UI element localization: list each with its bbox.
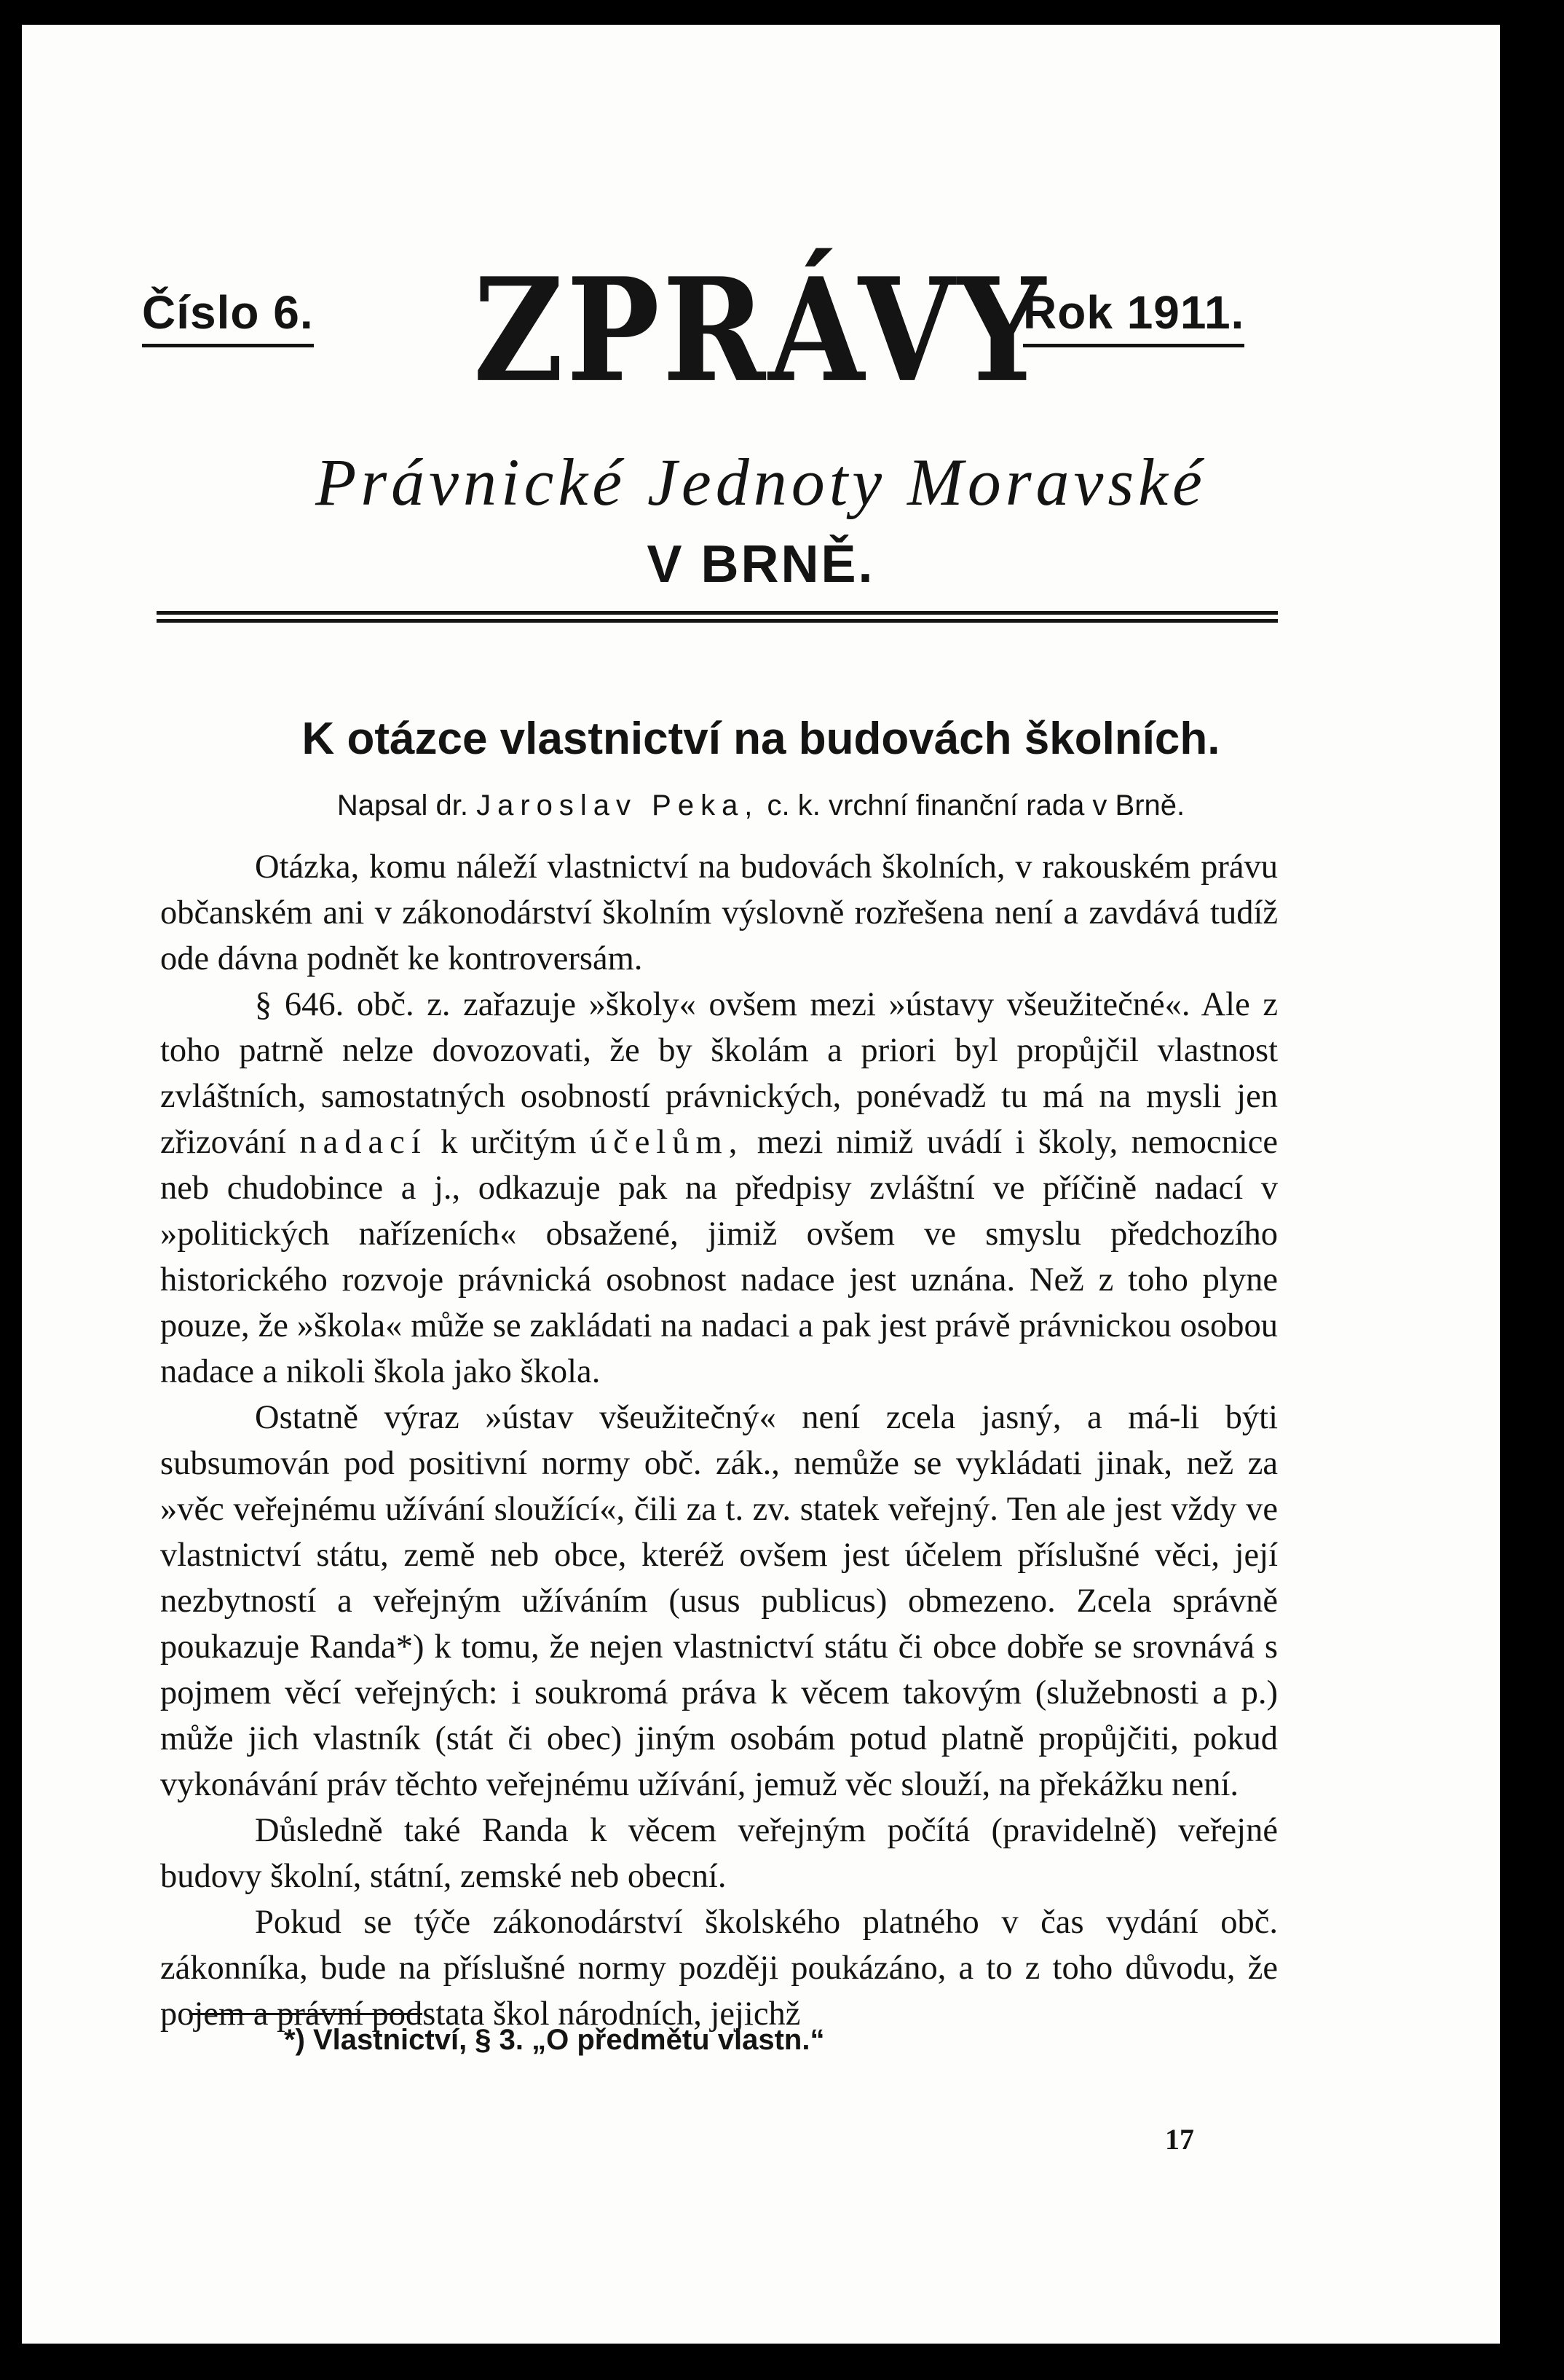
emphasis-nadaci: nadací bbox=[299, 1124, 427, 1161]
publication-year: Rok 1911. bbox=[1023, 285, 1244, 347]
byline-suffix: c. k. vrchní finanční rada v Brně. bbox=[767, 789, 1185, 821]
emphasis-ucelum: účelům, bbox=[589, 1124, 744, 1161]
page-number: 17 bbox=[1165, 2123, 1194, 2156]
document-page bbox=[22, 25, 1500, 2344]
issue-number: Číslo 6. bbox=[142, 285, 314, 347]
paragraph-2-part-a: § 646. obč. z. zařazuje »školy« ovšem mezi »ústavy všeužitečné«. Ale z toho patrně nelze dovozovati, že by školám a priori byl propůjčil vlastnost zvláštních, samostatných osobností právnických, ponévadž tu má na mysli jen zřizování bbox=[160, 986, 1278, 1161]
article-body bbox=[160, 844, 1278, 2037]
byline-author: Jaroslav Peka, bbox=[476, 789, 759, 821]
paragraph-2 bbox=[160, 982, 1278, 1395]
header-divider bbox=[157, 611, 1278, 623]
paragraph-2-part-c: mezi nimiž uvádí i školy, nemocnice neb chudobince a j., odkazuje pak na předpisy zvláštní ve příčině nadací v »politických nařízeních« obsažené, jimiž ovšem ve smyslu předchozího historického rozvoje právnická osobnost nadace jest uznána. Než z toho plyne pouze, že »škola« může se zakládati na nadaci a pak jest právě právnickou osobou nadace a nikoli škola jako škola. bbox=[160, 1124, 1279, 1390]
article-title: K otázce vlastnictví na budovách školních. bbox=[301, 714, 1220, 764]
paragraph-5: Pokud se týče zákonodárství školského platného v čas vydání obč. zákonníka, bude na příslušné normy později poukázáno, a to z toho důvodu, že pojem a právní podstata škol národních, jejichž bbox=[160, 1904, 1278, 2033]
paragraph-2-part-b: k určitým bbox=[441, 1124, 577, 1161]
paragraph-1: Otázka, komu náleží vlastnictví na budovách školních, v rakouském právu občanském ani v zákonodárství školním výslovně rozřešena není a zavdává tudíž ode dávna podnět ke kontroversám. bbox=[160, 848, 1278, 977]
masthead-title: ZPRÁVY bbox=[473, 247, 1048, 414]
byline-prefix: Napsal dr. bbox=[336, 789, 468, 821]
organization-name: Právnické Jednoty Moravské bbox=[315, 445, 1206, 519]
city-name: V BRNĚ. bbox=[647, 535, 875, 594]
footnote: *) Vlastnictví, § 3. „O předmětu vlastn.“ bbox=[284, 2024, 825, 2056]
footnote-divider bbox=[189, 2013, 422, 2015]
paragraph-4: Důsledně také Randa k věcem veřejným počítá (pravidelně) veřejné budovy školní, státní, zemské neb obecní. bbox=[160, 1812, 1278, 1895]
paragraph-3: Ostatně výraz »ústav všeužitečný« není zcela jasný, a má-li býti subsumován pod positivní normy obč. zák., nemůže se vykládati jinak, než za »věc veřejnému užívání sloužící«, čili za t. zv. statek veřejný. Ten ale jest vždy ve vlastnictví státu, země neb obce, kteréž ovšem jest účelem příslušné věci, její nezbytností a veřejným užíváním (usus publicus) obmezeno. Zcela správně poukazuje Randa*) k tomu, že nejen vlastnictví státu či obce dobře se srovnává s pojmem věcí veřejných: i soukromá práva k věcem takovým (služebnosti a p.) může jich vlastník (stát či obec) jiným osobám potud platně propůjčiti, pokud vykonávání práv těchto veřejnému užívání, jemuž věc slouží, na překážku není. bbox=[160, 1399, 1278, 1803]
article-byline bbox=[22, 789, 1500, 822]
